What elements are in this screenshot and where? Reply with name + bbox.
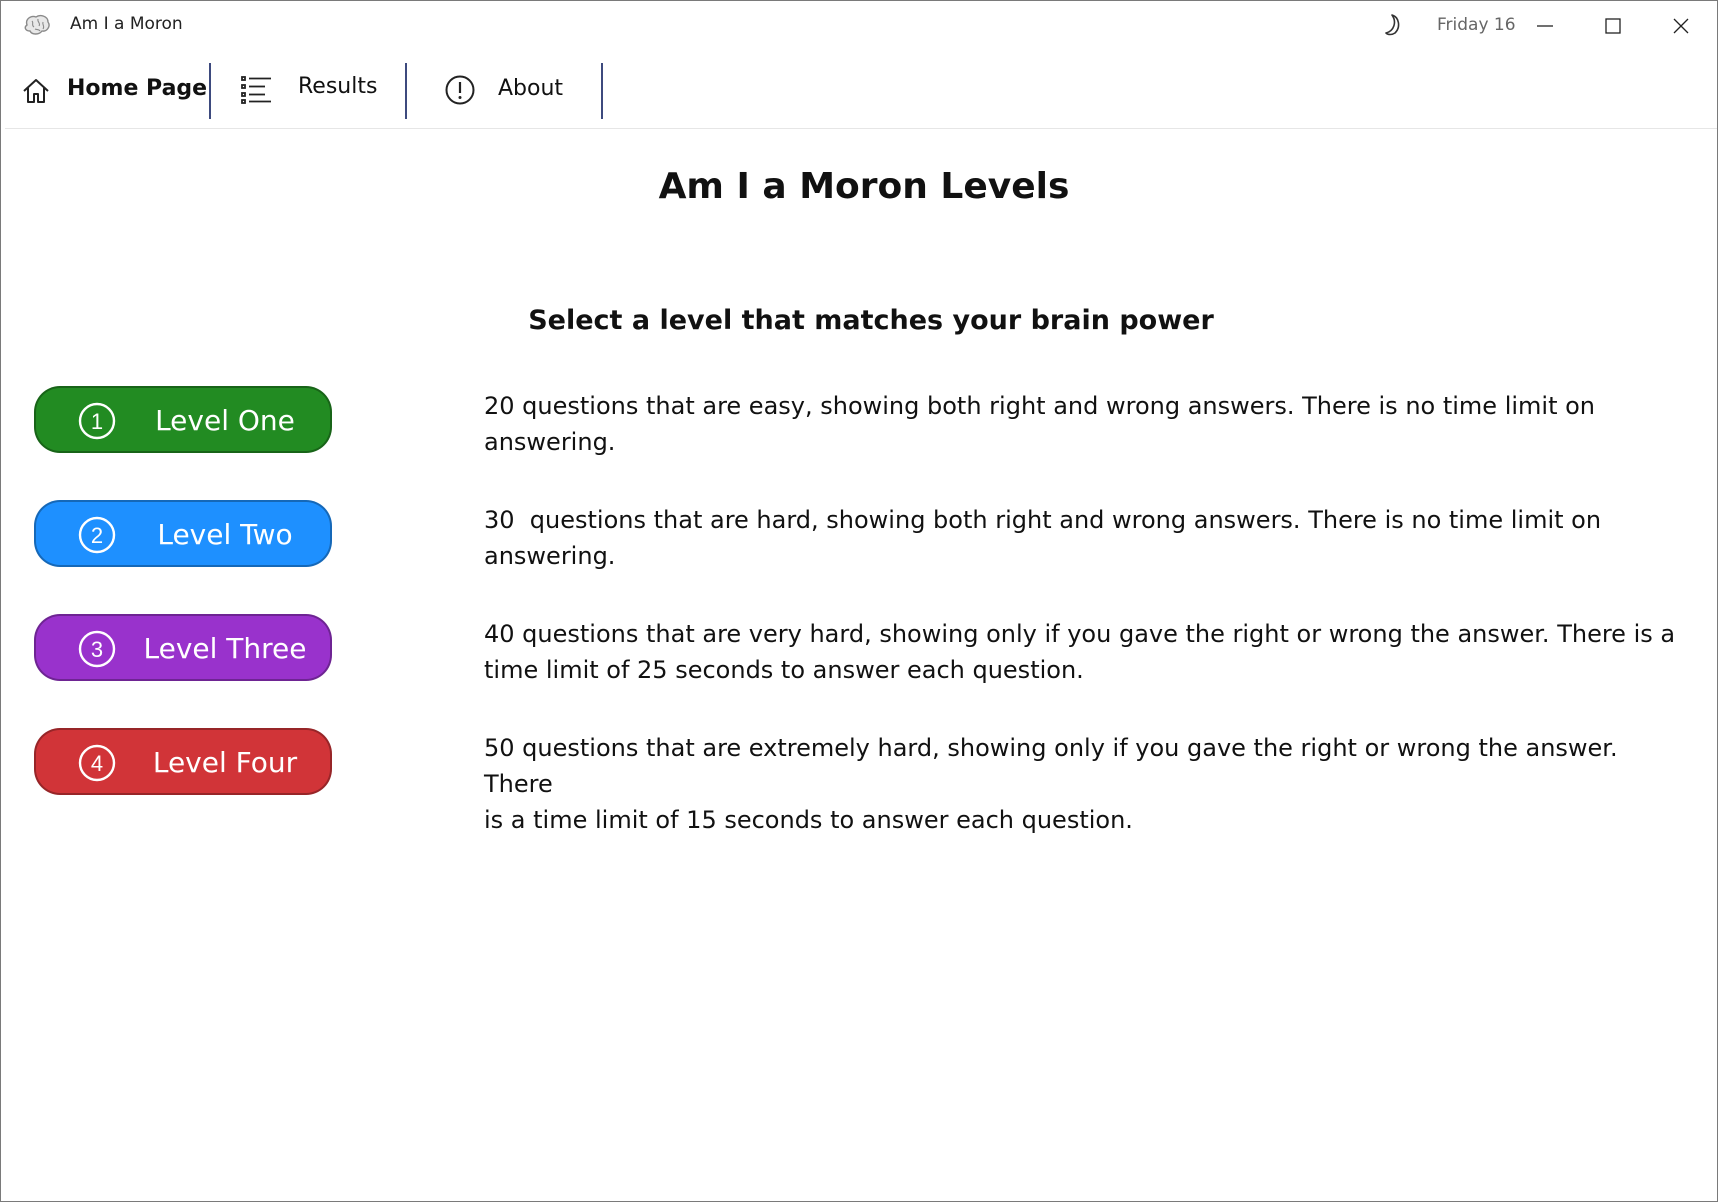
brain-icon [23, 13, 51, 37]
svg-text:2: 2 [90, 523, 104, 548]
level-one-label: Level One [155, 404, 295, 437]
nav-label-home: Home Page [67, 76, 208, 101]
date-label: Friday 16 [1437, 15, 1516, 35]
maximize-icon [1579, 1, 1647, 51]
page-subtitle: Select a level that matches your brain power [528, 305, 1214, 336]
close-icon [1647, 1, 1715, 51]
nav-item-results[interactable] [211, 51, 405, 128]
number-two-circle-icon [78, 516, 116, 554]
level-two-button[interactable] [34, 500, 332, 567]
level-one-button[interactable] [34, 386, 332, 453]
svg-text:4: 4 [90, 751, 104, 776]
level-three-button[interactable] [34, 614, 332, 681]
home-icon [21, 77, 51, 105]
level-one-description: 20 questions that are easy, showing both right and wrong answers. There is no time limit on answering. [484, 392, 1596, 456]
list-icon [241, 75, 273, 105]
number-four-circle-icon [78, 744, 116, 782]
number-three-circle-icon [78, 630, 116, 668]
nav-item-about[interactable] [407, 51, 601, 128]
level-three-label: Level Three [143, 632, 307, 665]
info-circle-icon [444, 74, 476, 106]
svg-text:3: 3 [90, 637, 104, 662]
close-button[interactable] [1647, 1, 1715, 51]
title-bar[interactable] [1, 1, 1717, 51]
number-one-circle-icon [78, 402, 116, 440]
minimize-icon [1511, 1, 1579, 51]
window-title: Am I a Moron [70, 14, 183, 34]
nav-label-results: Results [298, 74, 378, 99]
nav-label-about: About [498, 76, 564, 101]
maximize-button[interactable] [1579, 1, 1647, 51]
minimize-button[interactable] [1511, 1, 1579, 51]
level-two-label: Level Two [157, 518, 293, 551]
level-four-description: 50 questions that are extremely hard, showing only if you gave the right or wrong the answer. There is a time limit of 15 seconds to answer each question. [484, 734, 1618, 834]
nav-item-home[interactable] [5, 51, 210, 128]
level-two-description: 30 questions that are hard, showing both right and wrong answers. There is no time limit on answering. [484, 506, 1602, 570]
svg-text:1: 1 [90, 409, 104, 434]
moon-icon[interactable] [1383, 12, 1407, 38]
level-three-description: 40 questions that are very hard, showing only if you gave the right or wrong the answer. There is a time limit of 25 seconds to answer each question. [484, 620, 1676, 684]
nav-separator [601, 63, 603, 119]
level-four-button[interactable] [34, 728, 332, 795]
page-title: Am I a Moron Levels [658, 166, 1070, 207]
top-navigation [5, 51, 1717, 129]
level-four-label: Level Four [152, 746, 298, 779]
